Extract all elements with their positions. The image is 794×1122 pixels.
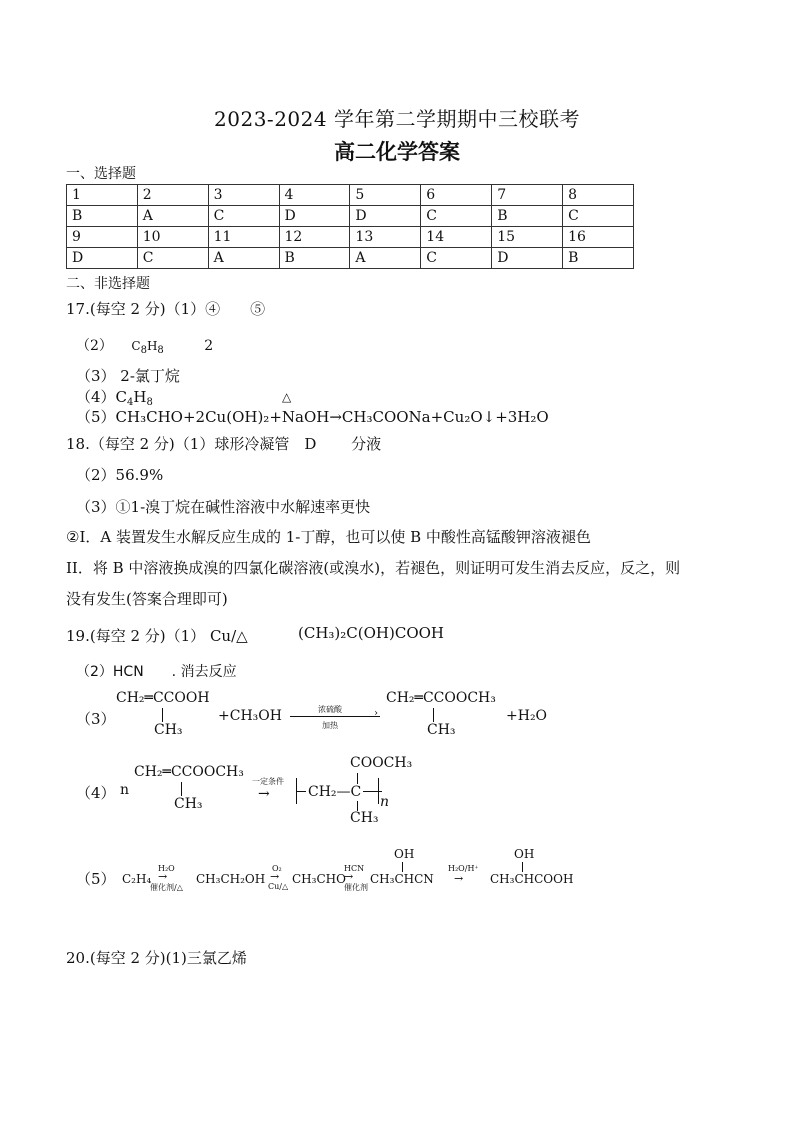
table-cell: 8 bbox=[563, 185, 634, 206]
table-cell: 9 bbox=[67, 227, 138, 248]
q19-part3-water: +H₂O bbox=[506, 708, 548, 724]
table-cell: C bbox=[563, 206, 634, 227]
q19-part5-c4-top: H₂O/H⁺ bbox=[448, 864, 479, 873]
answer-table bbox=[66, 184, 634, 269]
q19-part5-c1-top: H₂O bbox=[158, 864, 175, 873]
arrow-icon: → bbox=[454, 872, 464, 885]
document-title: 2023-2024 学年第二学期期中三校联考 bbox=[214, 107, 580, 131]
q19-part3-ch3: CH₃ bbox=[154, 722, 183, 738]
table-cell: C bbox=[208, 206, 279, 227]
q17-sub: 4 bbox=[127, 397, 134, 408]
q19-part4-chain: CH₂—C bbox=[308, 784, 362, 800]
q18-part2: （2）56.9% bbox=[76, 466, 164, 484]
q19-part3-plus: +CH₃OH bbox=[218, 708, 282, 724]
q19-part5-s3: CH₃CHO bbox=[292, 872, 346, 886]
table-cell: A bbox=[137, 206, 208, 227]
table-cell: D bbox=[67, 248, 138, 269]
q17-formula-h: H bbox=[146, 339, 158, 353]
q19-part4-n: n bbox=[120, 782, 130, 798]
q19-part4-top: COOCH₃ bbox=[350, 755, 413, 771]
q19-part5-s2: CH₃CH₂OH bbox=[196, 872, 266, 886]
q17-intro: 17.(每空 2 分)（1）④ ⑤ bbox=[66, 300, 266, 318]
q19-part3-ch3b: CH₃ bbox=[427, 722, 456, 738]
q19-part3-label: （3） bbox=[76, 710, 116, 728]
q17-part2 bbox=[76, 335, 213, 356]
table-cell: B bbox=[67, 206, 138, 227]
q17-part4-label: （4）C bbox=[76, 388, 128, 406]
arrow-icon: → bbox=[344, 870, 354, 883]
arrow-head-icon: › bbox=[374, 708, 378, 719]
table-cell: D bbox=[279, 206, 350, 227]
q19-part3-cond-bottom: 加热 bbox=[322, 721, 338, 730]
q19-part3-reactant: CH₂═CCOOH bbox=[116, 690, 210, 706]
table-cell: A bbox=[350, 248, 421, 269]
table-cell: C bbox=[421, 206, 492, 227]
q17-part4-h: H bbox=[133, 388, 147, 406]
q19-part4-label: （4） bbox=[76, 784, 116, 802]
table-cell: 11 bbox=[208, 227, 279, 248]
table-cell: 13 bbox=[350, 227, 421, 248]
table-cell: B bbox=[563, 248, 634, 269]
q19-part5-c3-top: HCN bbox=[344, 864, 365, 873]
table-cell: A bbox=[208, 248, 279, 269]
q19-part5-c1-bottom: 催化剂/△ bbox=[150, 883, 183, 892]
table-cell: 15 bbox=[492, 227, 563, 248]
bond-line bbox=[433, 708, 434, 722]
q17-sub: 8 bbox=[157, 345, 164, 356]
section2-heading: 二、非选择题 bbox=[66, 276, 150, 292]
q17-part5: （5）CH₃CHO+2Cu(OH)₂+NaOH→CH₃COONa+Cu₂O↓+3H₂O bbox=[76, 408, 549, 426]
table-cell: 7 bbox=[492, 185, 563, 206]
q17-sub: 8 bbox=[140, 345, 147, 356]
q17-part2-value: 2 bbox=[204, 338, 214, 354]
q17-part3: （3） 2-氯丁烷 bbox=[76, 367, 180, 385]
q19-part5-s4: CH₃CHCN bbox=[370, 872, 434, 886]
q19-part3-cond-top: 浓硫酸 bbox=[318, 705, 342, 714]
q19-part4-cond: 一定条件 bbox=[252, 777, 284, 786]
q19-part4-ch3: CH₃ bbox=[174, 796, 203, 812]
table-cell: 3 bbox=[208, 185, 279, 206]
table-cell: D bbox=[492, 248, 563, 269]
table-cell: 12 bbox=[279, 227, 350, 248]
table-cell: B bbox=[492, 206, 563, 227]
heat-triangle-icon: △ bbox=[282, 390, 292, 404]
q19-part5-c3-bottom: 催化剂 bbox=[344, 883, 368, 892]
q19-part4-bottom: CH₃ bbox=[350, 810, 379, 826]
table-row bbox=[67, 227, 634, 248]
q17-part4 bbox=[76, 386, 153, 408]
q17-sub: 8 bbox=[146, 397, 153, 408]
reaction-arrow bbox=[290, 716, 380, 717]
table-cell: 16 bbox=[563, 227, 634, 248]
q17-formula-c: C bbox=[131, 339, 141, 353]
table-row bbox=[67, 185, 634, 206]
table-cell: B bbox=[279, 248, 350, 269]
q20-intro: 20.(每空 2 分)(1)三氯乙烯 bbox=[66, 949, 247, 967]
bond-line bbox=[162, 708, 163, 722]
bond-line bbox=[402, 862, 403, 872]
q18-part3: （3）①1-溴丁烷在碱性溶液中水解速率更快 bbox=[76, 498, 371, 516]
table-cell: 14 bbox=[421, 227, 492, 248]
table-cell: 10 bbox=[137, 227, 208, 248]
q19-intro: 19.(每空 2 分)（1） Cu/△ bbox=[66, 627, 248, 645]
table-cell: 6 bbox=[421, 185, 492, 206]
q19-part3-product: CH₂═CCOOCH₃ bbox=[386, 690, 496, 706]
q19-part5-s5: CH₃CHCOOH bbox=[490, 872, 574, 886]
q19-part5-oh1: OH bbox=[394, 847, 415, 861]
table-cell: 4 bbox=[279, 185, 350, 206]
bond-line bbox=[181, 782, 182, 796]
table-row bbox=[67, 206, 634, 227]
q19-part5-oh2: OH bbox=[514, 847, 535, 861]
q19-part4-arrow: → bbox=[258, 786, 270, 802]
table-cell: C bbox=[421, 248, 492, 269]
q18-part3c: II．将 B 中溶液换成溴的四氯化碳溶液(或溴水)，若褪色，则证明可发生消去反应，反之，则 bbox=[66, 559, 681, 577]
q19-part5-s1: C₂H₄ bbox=[122, 872, 152, 886]
section1-heading: 一、选择题 bbox=[66, 166, 136, 182]
bracket-right bbox=[378, 778, 379, 804]
q18-part3b: ②I．A 装置发生水解反应生成的 1-丁醇，也可以使 B 中酸性高锰酸钾溶液褪色 bbox=[66, 528, 591, 546]
arrow-icon: → bbox=[158, 870, 168, 883]
arrow-icon: → bbox=[270, 870, 280, 883]
q19-part5-label: （5） bbox=[76, 870, 116, 888]
table-cell: 1 bbox=[67, 185, 138, 206]
table-cell: 2 bbox=[137, 185, 208, 206]
q18-intro: 18.（每空 2 分)（1）球形冷凝管 D 分液 bbox=[66, 435, 382, 453]
q17-part2-label: （2） bbox=[76, 338, 113, 354]
q19-part5-c2-top: O₂ bbox=[272, 864, 282, 873]
table-cell: D bbox=[350, 206, 421, 227]
q19-part5-c2-bottom: Cu/△ bbox=[268, 882, 289, 891]
q19-part2: （2）HCN . 消去反应 bbox=[76, 664, 237, 680]
q19-part4-monomer: CH₂═CCOOCH₃ bbox=[134, 764, 244, 780]
table-cell: 5 bbox=[350, 185, 421, 206]
q19-part4-n2: n bbox=[380, 794, 390, 810]
document-subtitle: 高二化学答案 bbox=[334, 140, 460, 164]
table-cell: C bbox=[137, 248, 208, 269]
q18-part3d: 没有发生(答案合理即可) bbox=[66, 590, 228, 608]
table-row bbox=[67, 248, 634, 269]
q19-part1-formula: (CH₃)₂C(OH)COOH bbox=[298, 624, 445, 642]
bond-line bbox=[522, 862, 523, 872]
